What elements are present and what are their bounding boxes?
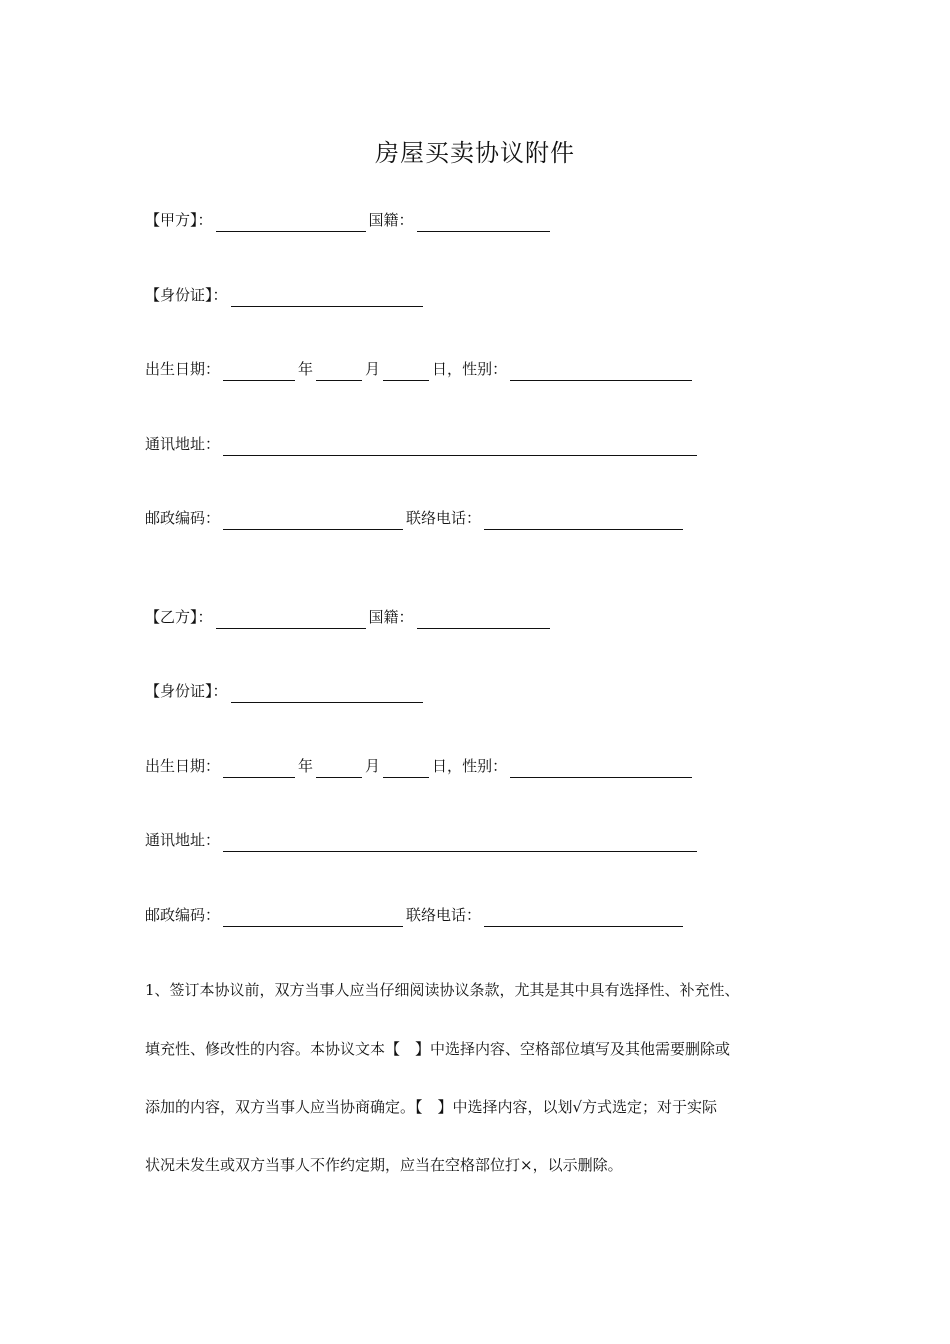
- party-a-day-label: 日，: [432, 360, 463, 378]
- party-b-birth-month-field[interactable]: [316, 759, 362, 778]
- party-b-birth-label: 出生日期：: [145, 757, 221, 775]
- party-a-birth-year-field[interactable]: [223, 362, 295, 381]
- party-b-birth-row: [145, 754, 695, 778]
- party-a-contact-row: [145, 506, 686, 530]
- party-a-birth-month-field[interactable]: [316, 362, 362, 381]
- party-b-birth-year-field[interactable]: [223, 759, 295, 778]
- party-a-label: 【甲方】：: [145, 211, 213, 229]
- clause-1-line-1: 1、签订本协议前，双方当事人应当仔细阅读协议条款，尤其是其中具有选择性、补充性、: [145, 981, 740, 999]
- party-b-year-label: 年: [298, 757, 314, 775]
- clause-1-line-4: 状况未发生或双方当事人不作约定期，应当在空格部位打×，以示删除。: [145, 1156, 623, 1174]
- party-b-postcode-label: 邮政编码：: [145, 906, 221, 924]
- party-b-birth-day-field[interactable]: [383, 759, 429, 778]
- party-b-phone-label: 联络电话：: [406, 906, 482, 924]
- party-b-address-row: [145, 828, 700, 852]
- party-a-address-field[interactable]: [223, 437, 697, 456]
- party-b-gender-label: 性别：: [462, 757, 508, 775]
- party-b-address-field[interactable]: [223, 833, 697, 852]
- party-a-year-label: 年: [298, 360, 314, 378]
- clause-1-line-3: 添加的内容，双方当事人应当协商确定。【 】中选择内容，以划√方式选定；对于实际: [145, 1098, 718, 1116]
- party-b-label: 【乙方】：: [145, 608, 213, 626]
- party-b-nationality-field[interactable]: [417, 610, 550, 629]
- party-b-gender-field[interactable]: [510, 759, 692, 778]
- party-a-gender-label: 性别：: [462, 360, 508, 378]
- page-title: 房屋买卖协议附件: [375, 139, 575, 167]
- party-b-postcode-field[interactable]: [223, 908, 403, 927]
- party-b-contact-row: [145, 903, 686, 927]
- party-b-name-field[interactable]: [216, 610, 366, 629]
- party-b-id-row: [145, 679, 426, 703]
- party-b-id-label: 【身份证】：: [145, 682, 228, 700]
- party-a-gender-field[interactable]: [510, 362, 692, 381]
- party-b-name-row: [145, 605, 553, 629]
- party-a-phone-label: 联络电话：: [406, 509, 482, 527]
- party-b-phone-field[interactable]: [484, 908, 683, 927]
- party-a-name-field[interactable]: [216, 213, 366, 232]
- party-a-postcode-field[interactable]: [223, 511, 403, 530]
- party-a-birth-row: [145, 357, 695, 381]
- party-a-address-row: [145, 432, 700, 456]
- party-a-id-field[interactable]: [231, 288, 423, 307]
- clause-1-line-2: 填充性、修改性的内容。本协议文本【 】中选择内容、空格部位填写及其他需要删除或: [145, 1040, 731, 1058]
- party-b-nationality-label: 国籍：: [368, 608, 414, 626]
- party-b-address-label: 通讯地址：: [145, 831, 221, 849]
- party-a-postcode-label: 邮政编码：: [145, 509, 221, 527]
- party-a-nationality-field[interactable]: [417, 213, 550, 232]
- party-a-nationality-label: 国籍：: [368, 211, 414, 229]
- party-b-day-label: 日，: [432, 757, 463, 775]
- party-b-month-label: 月: [365, 757, 381, 775]
- party-a-address-label: 通讯地址：: [145, 435, 221, 453]
- party-a-birth-day-field[interactable]: [383, 362, 429, 381]
- party-a-phone-field[interactable]: [484, 511, 683, 530]
- party-b-id-field[interactable]: [231, 684, 423, 703]
- party-a-birth-label: 出生日期：: [145, 360, 221, 378]
- party-a-id-row: [145, 283, 426, 307]
- party-a-name-row: [145, 208, 553, 232]
- party-a-id-label: 【身份证】：: [145, 286, 228, 304]
- party-a-month-label: 月: [365, 360, 381, 378]
